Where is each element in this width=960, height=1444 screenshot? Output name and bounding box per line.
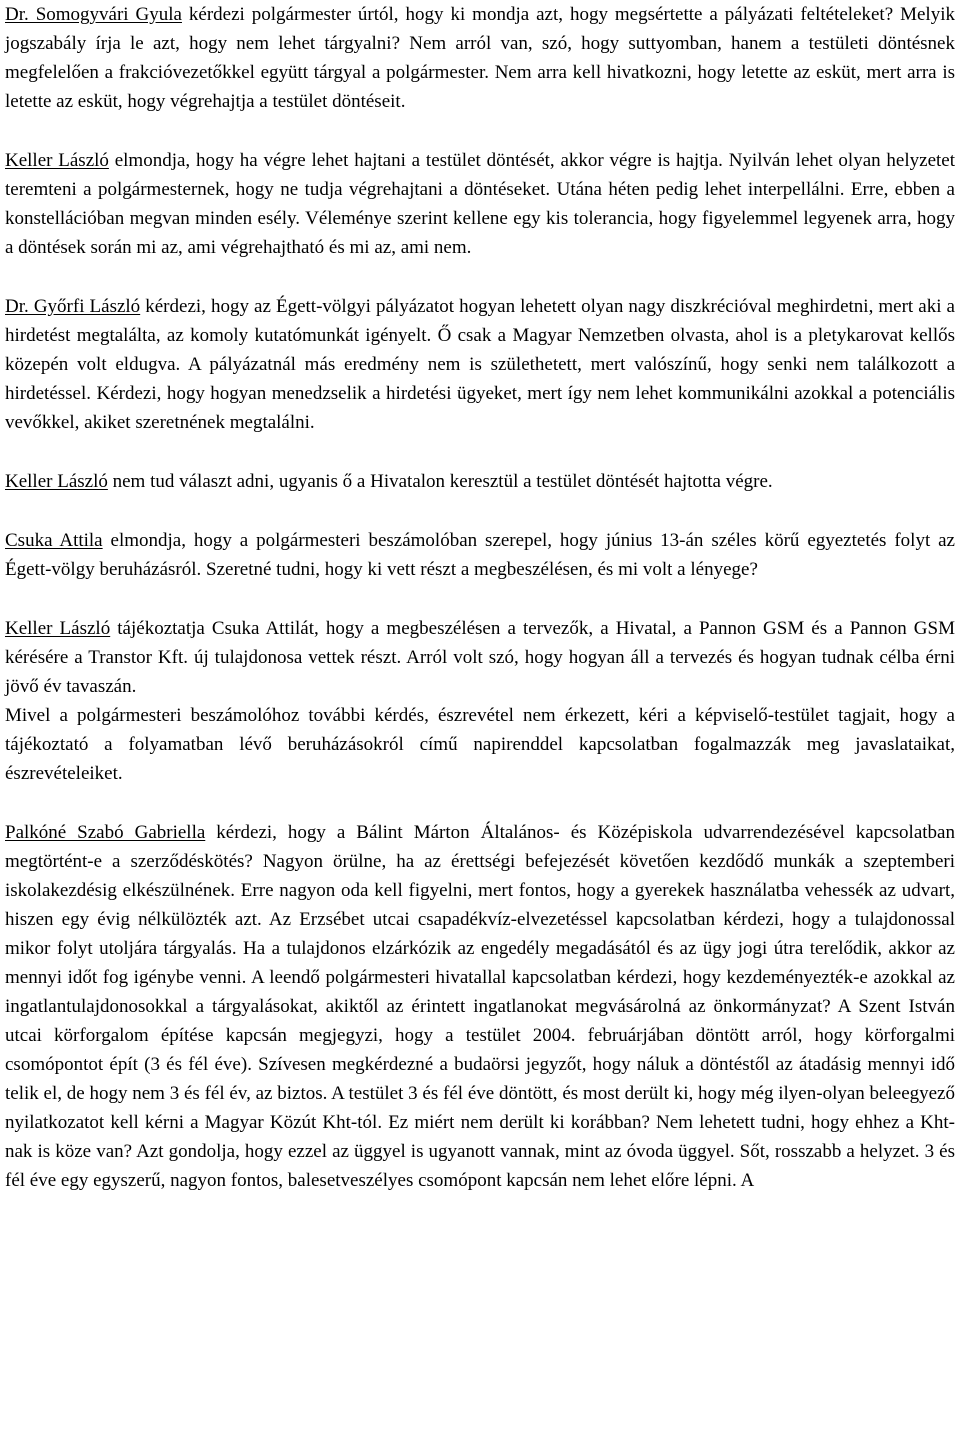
paragraph-5	[5, 526, 955, 584]
paragraph-gap	[5, 788, 955, 818]
paragraph-7	[5, 818, 955, 1195]
paragraph-text: elmondja, hogy ha végre lehet hajtani a testület döntését, akkor végre is hajtja. Nyilván lehet olyan helyzetet teremteni a polgármesternek, hogy ne tudja végrehajtani a döntéseket. Utána héten pedig lehet interpellálni. Erre, ebben a konstellációban megvan minden esély. Véleménye szerint kellene egy kis tolerancia, hogy figyelemmel legyenek arra, hogy a döntések során mi az, ami végrehajtható és mi az, ami nem.	[5, 150, 956, 258]
paragraph-gap	[5, 437, 955, 467]
speaker-name: Csuka Attila	[5, 530, 103, 551]
paragraph-1	[5, 0, 955, 116]
speaker-name: Keller László	[5, 618, 111, 639]
paragraph-2	[5, 146, 955, 262]
paragraph-text: nem tud választ adni, ugyanis ő a Hivatalon keresztül a testület döntését hajtotta végre.	[107, 471, 773, 492]
paragraph-gap	[5, 496, 955, 526]
paragraph-4	[5, 467, 955, 496]
paragraph-text: kérdezi, hogy az Égett-völgyi pályázatot hogyan lehetett olyan nagy diszkrécióval meghirdetni, mert aki a hirdetést megtalálta, az komoly kutatómunkát igényelt. Ő csak a Magyar Nemzetben olvasta, ahol is a pletykarovat kellős közepén volt eldugva. A pályázatnál más eredmény nem is születhetett, mert valószínű, hogy senki nem találkozott a hirdetéssel. Kérdezi, hogy hogyan menedzselik a hirdetési ügyeket, mert így nem lehet kommunikálni azokkal a potenciális vevőkkel, akiket szeretnének megtalálni.	[5, 296, 955, 433]
paragraph-gap	[5, 584, 955, 614]
paragraph-text: kérdezi, hogy a Bálint Márton Általános- és Középiskola udvarrendezésével kapcsolatban megtörtént-e a szerződéskötés? Nagyon örülne, ha az érettségi befejezését követően kezdődő munkák a szeptemberi iskolakezdésig elkészülnének. Erre nagyon oda kell figyelni, mert fontos, hogy a gyerekek használatba vehessék az udvart, hiszen egy évig nélkülözték azt. Az Erzsébet utcai csapadékvíz-elvezetéssel kapcsolatban kérdezi, hogy a tulajdonossal mikor folyt utoljára tárgyalás. Ha a tulajdonos elzárkózik az engedély megadásától és az ügy jogi útra terelődik, akkor az mennyi időt fog igénybe venni. A leendő polgármesteri hivatallal kapcsolatban kérdezi, hogy kezdeményezték-e azokkal az ingatlantulajdonosokkal a tárgyalásokat, akiktől az érintett ingatlanokat megvásárolná az önkormányzat? A Szent István utcai körforgalom építése kapcsán megjegyzi, hogy a testület 2004. februárjában döntött arról, hogy körforgalmi csomópontot épít (3 és fél éve). Szívesen megkérdezné a budaörsi jegyzőt, hogy náluk a döntéstől az átadásig mennyi idő telik el, de hogy nem 3 és fél év, az biztos. A testület 3 és fél éve döntött, és most derült ki, hogy még ilyen-olyan beleegyező nyilatkozatot kell kérni a Magyar Közút Kht-tól. Ez miért nem derült ki korábban? Nem lehetett tudni, hogy ehhez a Kht-nak is köze van? Azt gondolja, hogy ezzel az üggyel is ugyanott vannak, mint az óvoda üggyel. Sőt, rosszabb a helyzet. 3 és fél éve egy egyszerű, nagyon fontos, balesetveszélyes csomópont kapcsán nem lehet előre lépni. A	[5, 822, 955, 1191]
speaker-name: Keller László	[5, 150, 109, 171]
paragraph-text: kérdezi polgármester úrtól, hogy ki mondja azt, hogy megsértette a pályázati feltételeket? Melyik jogszabály írja le azt, hogy nem lehet tárgyalni? Nem arról van, szó, hogy suttyomban, hanem a testületi döntésnek megfelelően a frakcióvezetőkkel együtt tárgyal a polgármester. Nem arra kell hivatkozni, hogy letette az esküt, mert arra is letette az esküt, hogy végrehajtja a testület döntéseit.	[5, 4, 955, 112]
paragraph-3	[5, 292, 955, 437]
paragraph-gap	[5, 116, 955, 146]
speaker-name: Dr. Győrfi László	[5, 296, 141, 317]
paragraph-gap	[5, 262, 955, 292]
paragraph-text: tájékoztatja Csuka Attilát, hogy a megbeszélésen a tervezők, a Hivatal, a Pannon GSM és a Pannon GSM kérésére a Transtor Kft. új tulajdonosa vettek részt. Arról volt szó, hogy hogyan áll a tervezés és hogyan tudnak célba érni jövő év tavaszán.	[5, 618, 955, 697]
paragraph-6	[5, 614, 955, 701]
speaker-name: Palkóné Szabó Gabriella	[5, 822, 206, 843]
speaker-name: Keller László	[5, 471, 108, 492]
speaker-name: Dr. Somogyvári Gyula	[5, 4, 182, 25]
document-page	[5, 0, 955, 1195]
paragraph-6-continuation: Mivel a polgármesteri beszámolóhoz további kérdés, észrevétel nem érkezett, kéri a képviselő-testület tagjait, hogy a tájékoztató a folyamatban lévő beruházásokról című napirenddel kapcsolatban fogalmazzák meg javaslataikat, észrevételeiket.	[5, 705, 955, 784]
paragraph-text: elmondja, hogy a polgármesteri beszámolóban szerepel, hogy június 13-án széles körű egyeztetés folyt az Égett-völgy beruházásról. Szeretné tudni, hogy ki vett részt a megbeszélésen, és mi volt a lényege?	[5, 530, 955, 580]
